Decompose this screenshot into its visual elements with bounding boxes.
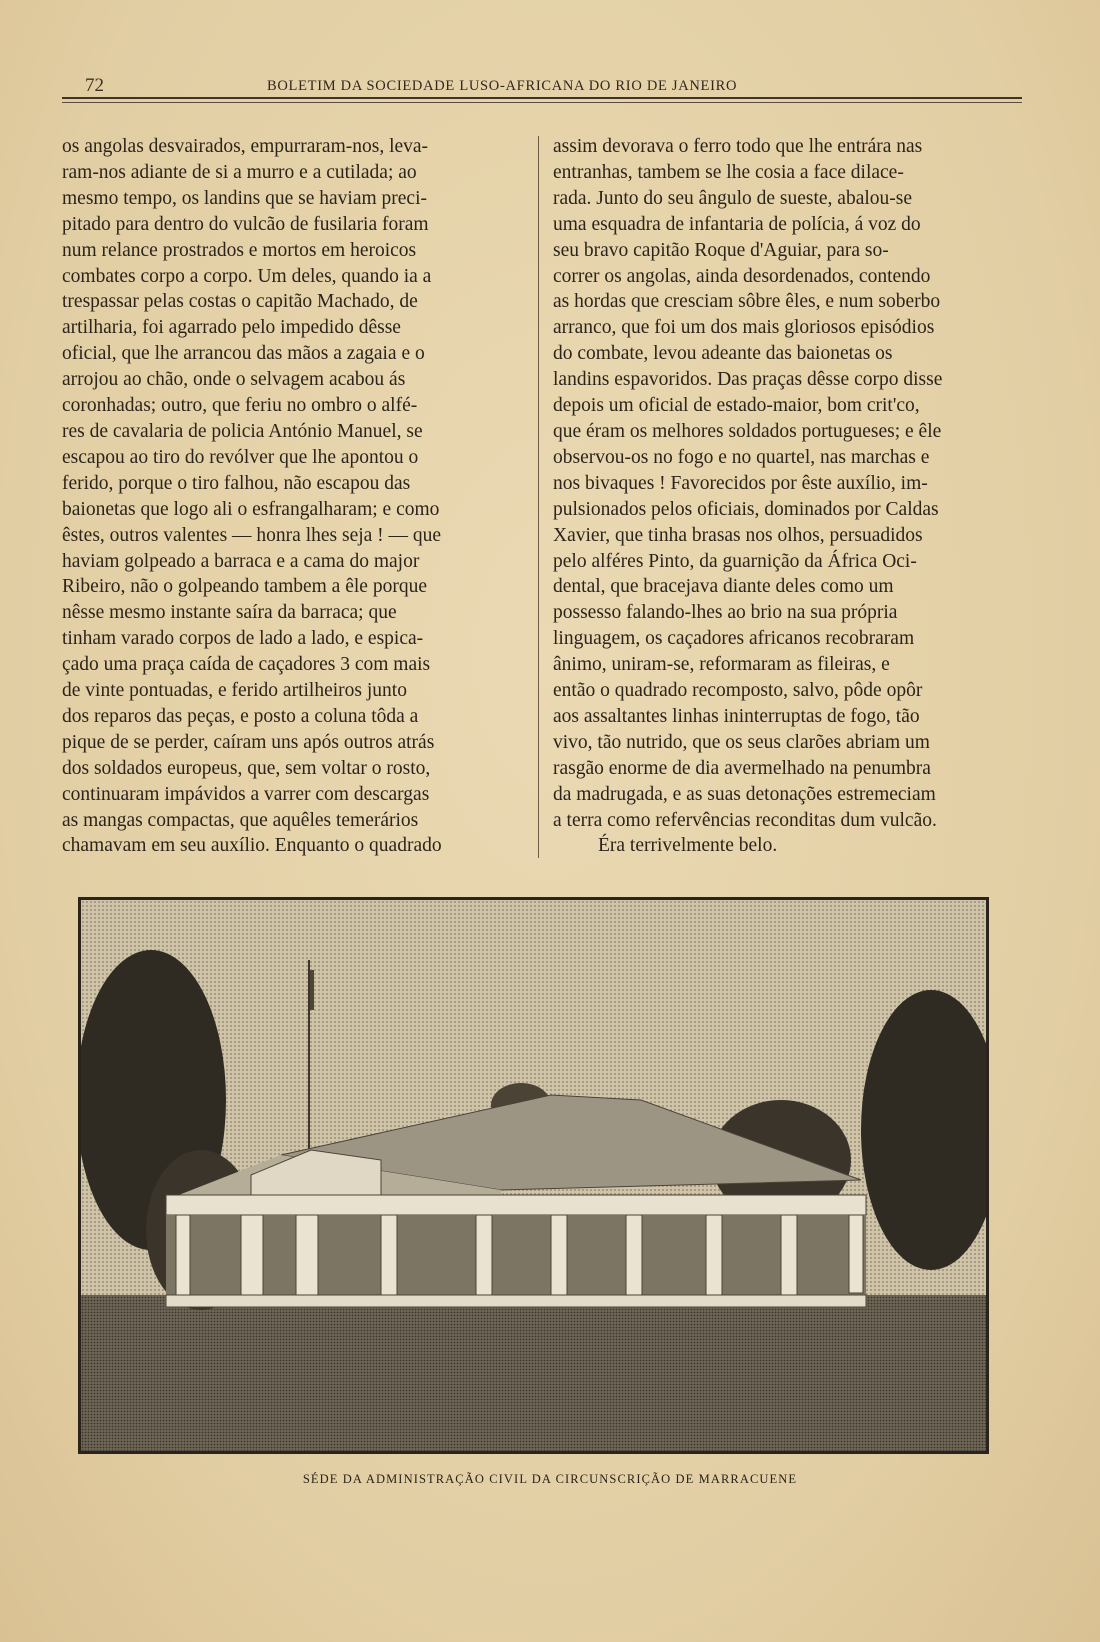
text-line: ram-nos adiante de si a murro e a cutilada; ao (62, 161, 417, 183)
text-line: arrojou ao chão, onde o selvagem acabou ás (62, 369, 406, 391)
page-header (60, 75, 1020, 99)
text-line: que éram os melhores soldados portugueses; e êle (553, 420, 942, 442)
text-line: nêsse mesmo instante saíra da barraca; que (62, 602, 397, 624)
text-line: do combate, levou adeante das baionetas os (553, 343, 893, 365)
lawn (81, 1295, 986, 1451)
text-line: landins espavoridos. Das praças dêsse corpo disse (553, 369, 943, 391)
text-line: num relance prostrados e mortos em heroicos (62, 239, 417, 261)
text-line: nos bivaques ! Favorecidos por êste auxílio, im- (553, 472, 928, 494)
text-line: dental, que bracejava diante deles como um (553, 576, 894, 598)
text-line: uma esquadra de infantaria de polícia, á voz do (553, 213, 921, 235)
building-photo-illustration (81, 900, 986, 1451)
plinth (166, 1295, 866, 1307)
text-line: as hordas que cresciam sôbre êles, e num soberbo (553, 291, 941, 313)
header-rule-secondary (62, 102, 1022, 103)
flag (310, 970, 314, 1010)
veranda-beam (166, 1195, 866, 1215)
text-line: da madrugada, e as suas detonações estremeciam (553, 783, 936, 805)
text-line: Ribeiro, não o golpeando tambem a êle porque (62, 576, 427, 598)
text-line: oficial, que lhe arrancou das mãos a zagaia e o (62, 343, 425, 365)
text-line: a terra como refervências reconditas dum vulcão. (553, 809, 937, 831)
text-line: Xavier, que tinha brasas nos olhos, persuadidos (553, 524, 923, 546)
text-line: aos assaltantes linhas ininterruptas de fogo, tão (553, 705, 920, 727)
text-line: arranco, que foi um dos mais gloriosos episódios (553, 317, 935, 339)
text-line: trespassar pelas costas o capitão Machado, de (62, 291, 418, 313)
text-line: coronhadas; outro, que feriu no ombro o alfé- (62, 395, 418, 417)
text-line: ânimo, uniram-se, reformaram as fileiras, e (553, 654, 890, 676)
text-line: escapou ao tiro do revólver que lhe apontou o (62, 446, 419, 468)
text-line: baionetas que logo ali o esfrangalharam; e como (62, 498, 440, 520)
header-rule (62, 97, 1022, 99)
text-line: pelo alféres Pinto, da guarnição da África Oci- (553, 550, 917, 572)
text-line: assim devorava o ferro todo que lhe entrára nas (553, 136, 923, 157)
text-line: êstes, outros valentes — honra lhes seja ! — que (62, 524, 442, 546)
left-column (62, 134, 526, 859)
text-line: os angolas desvairados, empurraram-nos, leva- (62, 136, 429, 157)
text-line: ferido, porque o tiro falhou, não escapou das (62, 472, 411, 494)
text-line: pulsionados pelos oficiais, dominados por Caldas (553, 498, 939, 520)
text-line: continuaram impávidos a varrer com descargas (62, 783, 430, 805)
text-line: entranhas, tambem se lhe cosia a face dilace- (553, 161, 904, 183)
column-divider (538, 136, 539, 858)
text-line: possesso falando-lhes ao brio na sua própria (553, 602, 898, 624)
page-number: 72 (85, 75, 104, 96)
text-line: correr os angolas, ainda desordenados, contendo (553, 265, 931, 287)
veranda-shadow (166, 1215, 866, 1300)
right-column (553, 134, 1020, 859)
running-title: BOLETIM DA SOCIEDADE LUSO-AFRICANA DO RIO DE JANEIRO (267, 78, 738, 94)
text-line: pique de se perder, caíram uns após outros atrás (62, 731, 435, 753)
text-line: mesmo tempo, os landins que se haviam preci- (62, 187, 427, 209)
text-line: dos soldados europeus, que, sem voltar o rosto, (62, 757, 431, 779)
text-line: combates corpo a corpo. Um deles, quando ia a (62, 265, 432, 287)
building-photograph (78, 897, 989, 1454)
text-line: rada. Junto do seu ângulo de sueste, abalou-se (553, 187, 913, 209)
text-line: de vinte pontuadas, e ferido artilheiros junto (62, 680, 407, 702)
text-line: observou-os no fogo e no quartel, nas marchas e (553, 446, 930, 468)
text-line: depois um oficial de estado-maior, bom crit'co, (553, 395, 920, 417)
text-line: linguagem, os caçadores africanos recobraram (553, 628, 915, 650)
text-line: artilharia, foi agarrado pelo impedido dêsse (62, 317, 401, 339)
text-line: vivo, tão nutrido, que os seus clarões abriam um (553, 731, 930, 753)
text-line: dos reparos das peças, e posto a coluna tôda a (62, 705, 419, 727)
text-line: pitado para dentro do vulcão de fusilaria foram (62, 213, 429, 235)
text-line: chamavam em seu auxílio. Enquanto o quadrado (62, 835, 442, 857)
text-line: res de cavalaria de policia António Manuel, se (62, 420, 423, 442)
text-line: çado uma praça caída de caçadores 3 com mais (62, 654, 431, 676)
text-line: haviam golpeado a barraca e a cama do major (62, 550, 420, 572)
photo-caption: SÉDE DA ADMINISTRAÇÃO CIVIL DA CIRCUNSCRIÇÃO DE MARRACUENE (302, 1472, 798, 1486)
text-line: rasgão enorme de dia avermelhado na penumbra (553, 757, 931, 779)
text-line: tinham varado corpos de lado a lado, e espica- (62, 628, 424, 650)
closing-line: Éra terrivelmente belo. (598, 835, 778, 857)
text-line: as mangas compactas, que aquêles temerários (62, 809, 419, 831)
text-line: então o quadrado recomposto, salvo, pôde opôr (553, 680, 923, 702)
text-line: seu bravo capitão Roque d'Aguiar, para so- (553, 239, 889, 261)
